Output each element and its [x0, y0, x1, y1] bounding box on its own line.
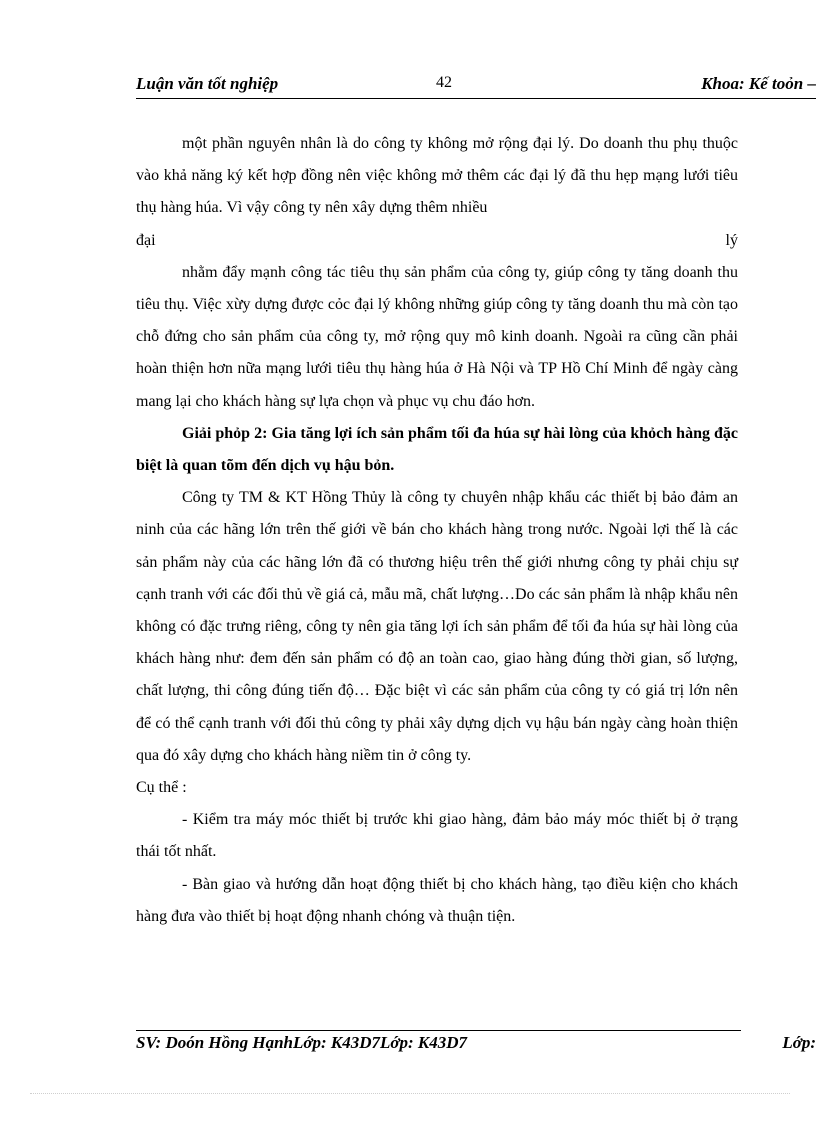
split-line-left: đại — [136, 231, 156, 249]
split-line-right: lý — [725, 231, 738, 249]
class-label: Lớp: — [782, 1033, 816, 1052]
list-item-2: - Bàn giao và hướng dẫn hoạt động thiết bị cho khách hàng, tạo điều kiện cho khách hàng đưa vào thiết bị hoạt động nhanh chóng và thuận tiện. — [136, 875, 738, 925]
document-title: Luận văn tốt nghiệp — [136, 74, 279, 93]
page-header — [136, 74, 816, 99]
footer-divider — [136, 1030, 741, 1031]
paragraph-1: một phần nguyên nhân là do công ty không mở rộng đại lý. Do doanh thu phụ thuộc vào khả năng ký kết hợp đồng nên việc không mở thêm các đại lý đã thu hẹp mạng lưới tiêu thụ hàng húa. Vì vậy công ty nên xây dựng thêm nhiều — [136, 135, 738, 217]
document-body — [136, 128, 738, 933]
section-heading: Giải phỏp 2: Gia tăng lợi ích sản phẩm tối đa húa sự hài lòng của khỏch hàng đặc biệt là quan tõm đến dịch vụ hậu bỏn. — [136, 424, 738, 475]
split-justified-line — [136, 225, 738, 257]
page-footer — [136, 1033, 816, 1053]
paragraph-2: nhằm đẩy mạnh công tác tiêu thụ sản phẩm của công ty, giúp công ty tăng doanh thu tiêu thụ. Việc xừy dựng được cỏc đại lý không những giúp công ty tăng doanh thu mà còn tạo chỗ đứng cho sản phẩm của công ty, mở rộng quy mô kinh doanh. Ngoài ra cũng cần phải hoàn thiện hơn nữa mạng lưới tiêu thụ hàng húa ở Hà Nội và TP Hồ Chí Minh để ngày càng mang lại cho khách hàng sự lựa chọn và phục vụ chu đáo hơn. — [136, 263, 738, 410]
faculty-label: Khoa: Kế toỏn – — [701, 74, 816, 93]
paragraph-4: Cụ thể : — [136, 779, 187, 797]
student-info: SV: Doón Hồng HạnhLớp: K43D7Lớp: K43D7 — [136, 1033, 468, 1052]
list-item-1: - Kiểm tra máy móc thiết bị trước khi giao hàng, đảm bảo máy móc thiết bị ở trạng thái tốt nhất. — [136, 811, 738, 861]
paragraph-3: Công ty TM & KT Hồng Thủy là công ty chuyên nhập khẩu các thiết bị bảo đảm an ninh của các hãng lớn trên thế giới về bán cho khách hàng trong nước. Ngoài lợi thế là các sản phẩm này của các hãng lớn đã có thương hiệu trên thế giới nhưng công ty phải chịu sự cạnh tranh với các đối thủ về giá cả, mẫu mã, chất lượng…Do các sản phẩm là nhập khẩu nên không có đặc trưng riêng, công ty nên gia tăng lợi ích sản phẩm để tối đa húa sự hài lòng của khách hàng như: đem đến sản phẩm có độ an toàn cao, giao hàng đúng thời gian, số lượng, chất lượng, thi công đúng tiến độ… Đặc biệt vì các sản phẩm của công ty có giá trị lớn nên để có thể cạnh tranh với đối thủ công ty phải xây dựng dịch vụ hậu bán ngày càng hoàn thiện qua đó xây dựng cho khách hàng niềm tin ở công ty. — [136, 489, 738, 764]
page-number: 42 — [436, 74, 452, 91]
page-bottom-divider — [30, 1093, 790, 1094]
